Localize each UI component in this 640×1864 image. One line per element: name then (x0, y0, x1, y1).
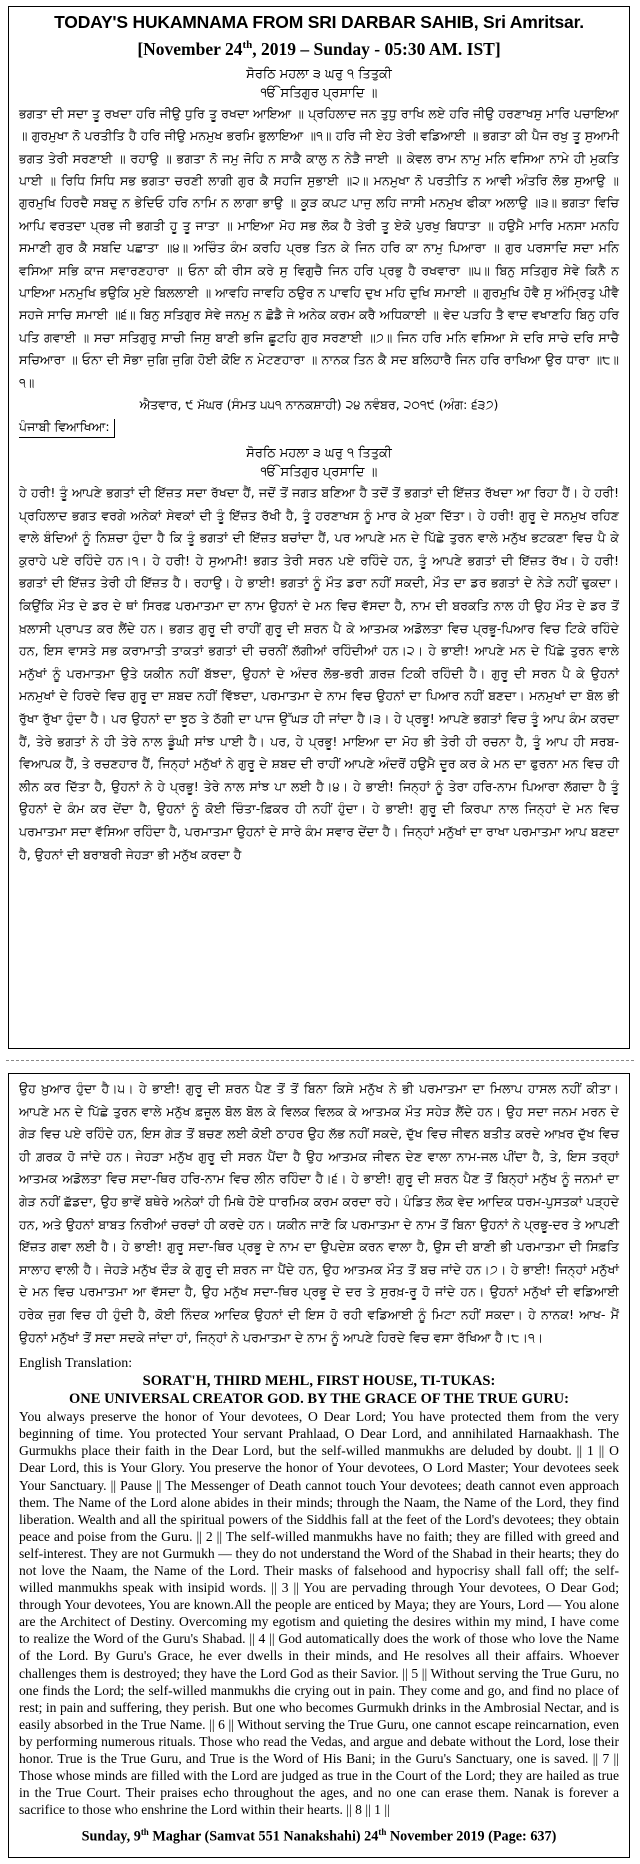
page-date: [November 24th, 2019 – Sunday - 05:30 AM. IST] (137, 38, 501, 59)
english-translation: You always preserve the honor of Your devotees, O Dear Lord; You have protected them from the very beginning of time. You protected Your servant Prahlaad, O Dear Lord, and annihilated Harnaakhash. The Gurmukhs place their faith in the Dear Lord, but the self-willed manmukhs are deluded by doubt. || 1 || O Dear Lord, this is Your Glory. You preserve the honor of Your devotees, O Lord Master; Your devotees seek Your Sanctuary. || Pause || The Messenger of Death cannot touch Your devotees; death cannot even approach them. The Name of the Lord alone abides in their minds; through the Naam, the Name of the Lord, they find liberation. Wealth and all the spiritual powers of the Siddhis fall at the feet of the Lord's devotees; they obtain peace and poise from the Guru. || 2 || The self-willed manmukhs have no faith; they are filled with greed and self-interest. They are not Gurmukh — they do not understand the Word of the Shabad in their hearts; they do not love the Naam, the Name of the Lord. Their masks of falsehood and hypocrisy shall fall off; the self-willed manmukhs speak with insipid words. || 3 || You are pervading through Your devotees, O Dear God; through Your devotees, You are known.All the people are enticed by Maya; they are Yours, Lord — You alone are the Architect of Destiny. Overcoming my egotism and quieting the desires within my mind, I have come to realize the Word of the Guru's Shabad. || 4 || God automatically does the work of those who love the Name of the Lord. By Guru's Grace, he ever dwells in their minds, and He resolves all their affairs. Whoever challenges them is destroyed; they have the Lord God as their Savior. || 5 || Without serving the True Guru, no one finds the Lord; the self-willed manmukhs die crying out in pain. They come and go, and find no place of rest; in pain and suffering, they perish. But one who becomes Gurmukh drinks in the Ambrosial Nectar, and is easily absorbed in the True Name. || 6 || Without serving the True Guru, one cannot escape reincarnation, even by performing numerous rituals. Those who read the Vedas, and argue and debate without the Lord, lose their honor. True is the True Guru, and True is the Word of His Bani; in the Guru's Sanctuary, one is saved. || 7 || Those whose minds are filled with the Lord are judged as true in the Court of the Lord; they are hailed as true in the True Court. Their praises echo throughout the ages, and no one can erase them. Nanak is forever a sacrifice to those who enshrine the Lord within their hearts. || 8 || 1 || (19, 1409, 619, 1818)
vyakhia-raag-line: ਸੋਰਠਿ ਮਹਲਾ ੩ ਘਰੁ ੧ ਤਿਤੁਕੀ (246, 446, 392, 462)
punjabi-dateline: ਐਤਵਾਰ, ੯ ਮੱਘਰ (ਸੰਮਤ ੫੫੧ ਨਾਨਕਸ਼ਾਹੀ) ੨੪ ਨਵੰਬਰ, ੨੦੧੯ (ਅੰਗ: ੬੩੭) (139, 397, 499, 413)
raag-line: ਸੋਰਠਿ ਮਹਲਾ ੩ ਘਰੁ ੧ ਤਿਤੁਕੀ (246, 66, 392, 82)
punjabi-vyakhia-label: ਪੰਜਾਬੀ ਵਿਆਖਿਆ: (19, 419, 115, 438)
dashed-divider (6, 1060, 634, 1061)
mool-mantar: ੴ ਸਤਿਗੁਰ ਪ੍ਰਸਾਦਿ ॥ (260, 85, 378, 101)
english-footer-date: Sunday, 9th Maghar (Samvat 551 Nanakshahi) 24th November 2019 (Page: 637) (81, 1827, 557, 1846)
english-heading-mool: ONE UNIVERSAL CREATOR GOD. BY THE GRACE OF THE TRUE GURU: (69, 1391, 569, 1408)
gurbani-text: ਭਗਤਾ ਦੀ ਸਦਾ ਤੂ ਰਖਦਾ ਹਰਿ ਜੀਉ ਧੁਰਿ ਤੂ ਰਖਦਾ ਆਇਆ ॥ ਪ੍ਰਹਿਲਾਦ ਜਨ ਤੁਧੁ ਰਾਖਿ ਲਏ ਹਰਿ ਜੀਉ ਹਰਣਾਖਸੁ ਮਾਰਿ ਪਚਾਇਆ ॥ ਗੁਰਮੁਖਾ ਨੋ ਪਰਤੀਤਿ ਹੈ ਹਰਿ ਜੀਉ ਮਨਮੁਖ ਭਰਮਿ ਭੁਲਾਇਆ ॥੧॥ ਹਰਿ ਜੀ ਏਹ ਤੇਰੀ ਵਡਿਆਈ ॥ ਭਗਤਾ ਕੀ ਪੈਜ ਰਖੁ ਤੂ ਸੁਆਮੀ ਭਗਤ ਤੇਰੀ ਸਰਣਾਈ ॥ ਰਹਾਉ ॥ ਭਗਤਾ ਨੋ ਜਮੁ ਜੋਹਿ ਨ ਸਾਕੈ ਕਾਲੁ ਨ ਨੇੜੈ ਜਾਈ ॥ ਕੇਵਲ ਰਾਮ ਨਾਮੁ ਮਨਿ ਵਸਿਆ ਨਾਮੇ ਹੀ ਮੁਕਤਿ ਪਾਈ ॥ ਰਿਧਿ ਸਿਧਿ ਸਭ ਭਗਤਾ ਚਰਣੀ ਲਾਗੀ ਗੁਰ ਕੈ ਸਹਜਿ ਸੁਭਾਈ ॥੨॥ ਮਨਮੁਖਾ ਨੋ ਪਰਤੀਤਿ ਨ ਆਵੀ ਅੰਤਰਿ ਲੋਭ ਸੁਆਉ ॥ ਗੁਰਮੁਖਿ ਹਿਰਦੈ ਸਬਦੁ ਨ ਭੇਦਿਓ ਹਰਿ ਨਾਮਿ ਨ ਲਾਗਾ ਭਾਉ ॥ ਕੂੜ ਕਪਟ ਪਾਜੁ ਲਹਿ ਜਾਸੀ ਮਨਮੁਖ ਫੀਕਾ ਅਲਾਉ ॥੩॥ ਭਗਤਾ ਵਿਚਿ ਆਪਿ ਵਰਤਦਾ ਪ੍ਰਭ ਜੀ ਭਗਤੀ ਹੂ ਤੂ ਜਾਤਾ ॥ ਮਾਇਆ ਮੋਹ ਸਭ ਲੋਕ ਹੈ ਤੇਰੀ ਤੂ ਏਕੋ ਪੁਰਖੁ ਬਿਧਾਤਾ ॥ ਹਉਮੈ ਮਾਰਿ ਮਨਸਾ ਮਨਹਿ ਸਮਾਣੀ ਗੁਰ ਕੈ ਸਬਦਿ ਪਛਾਤਾ ॥੪॥ ਅਚਿੰਤ ਕੰਮ ਕਰਹਿ ਪ੍ਰਭ ਤਿਨ ਕੇ ਜਿਨ ਹਰਿ ਕਾ ਨਾਮੁ ਪਿਆਰਾ ॥ ਗੁਰ ਪਰਸਾਦਿ ਸਦਾ ਮਨਿ ਵਸਿਆ ਸਭਿ ਕਾਜ ਸਵਾਰਣਹਾਰਾ ॥ ਓਨਾ ਕੀ ਰੀਸ ਕਰੇ ਸੁ ਵਿਗੁਚੈ ਜਿਨ ਹਰਿ ਪ੍ਰਭੁ ਹੈ ਰਖਵਾਰਾ ॥੫॥ ਬਿਨੁ ਸਤਿਗੁਰ ਸੇਵੇ ਕਿਨੈ ਨ ਪਾਇਆ ਮਨਮੁਖਿ ਭਉਕਿ ਮੁਏ ਬਿਲਲਾਈ ॥ ਆਵਹਿ ਜਾਵਹਿ ਠਉਰ ਨ ਪਾਵਹਿ ਦੁਖ ਮਹਿ ਦੁਖਿ ਸਮਾਈ ॥ ਗੁਰਮੁਖਿ ਹੋਵੈ ਸੁ ਅੰਮ੍ਰਿਤੁ ਪੀਵੈ ਸਹਜੇ ਸਾਚਿ ਸਮਾਈ ॥੬॥ ਬਿਨੁ ਸਤਿਗੁਰ ਸੇਵੇ ਜਨਮੁ ਨ ਛੋਡੈ ਜੇ ਅਨੇਕ ਕਰਮ ਕਰੈ ਅਧਿਕਾਈ ॥ ਵੇਦ ਪੜਹਿ ਤੈ ਵਾਦ ਵਖਾਣਹਿ ਬਿਨੁ ਹਰਿ ਪਤਿ ਗਵਾਈ ॥ ਸਚਾ ਸਤਿਗੁਰੁ ਸਾਚੀ ਜਿਸੁ ਬਾਣੀ ਭਜਿ ਛੂਟਹਿ ਗੁਰ ਸਰਣਾਈ ॥੭॥ ਜਿਨ ਹਰਿ ਮਨਿ ਵਸਿਆ ਸੇ ਦਰਿ ਸਾਚੇ ਦਰਿ ਸਾਚੈ ਸਚਿਆਰਾ ॥ ਓਨਾ ਦੀ ਸੋਭਾ ਜੁਗਿ ਜੁਗਿ ਹੋਈ ਕੋਇ ਨ ਮੇਟਣਹਾਰਾ ॥ ਨਾਨਕ ਤਿਨ ਕੈ ਸਦ ਬਲਿਹਾਰੈ ਜਿਨ ਹਰਿ ਰਾਖਿਆ ਉਰ ਧਾਰਾ ॥੮॥੧॥ (19, 105, 620, 390)
hukamnama-bottom-panel (8, 1073, 630, 1858)
page-title: TODAY'S HUKAMNAMA FROM SRI DARBAR SAHIB, Sri Amritsar. (54, 12, 584, 32)
hukamnama-top-panel (8, 6, 630, 1049)
vyakhia-mool-mantar: ੴ ਸਤਿਗੁਰ ਪ੍ਰਸਾਦਿ ॥ (260, 465, 378, 481)
english-label: English Translation: (19, 1356, 133, 1372)
english-heading-raag: SORAT'H, THIRD MEHL, FIRST HOUSE, TI-TUKAS: (142, 1373, 496, 1390)
vyakhia-text-part2: ਉਹ ਖ਼ੁਆਰ ਹੁੰਦਾ ਹੈ।੫। ਹੇ ਭਾਈ! ਗੁਰੂ ਦੀ ਸ਼ਰਨ ਪੈਣ ਤੋਂ ਤੋਂ ਬਿਨਾ ਕਿਸੇ ਮਨੁੱਖ ਨੇ ਭੀ ਪਰਮਾਤਮਾ ਦਾ ਮਿਲਾਪ ਹਾਸਲ ਨਹੀਂ ਕੀਤਾ। ਆਪਣੇ ਮਨ ਦੇ ਪਿੱਛੇ ਤੁਰਨ ਵਾਲੇ ਮਨੁੱਖ ਫ਼ਜ਼ੂਲ ਬੋਲ ਬੋਲ ਕੇ ਵਿਲਕ ਵਿਲਕ ਕੇ ਆਤਮਕ ਮੌਤ ਸਹੇੜ ਲੈਂਦੇ ਹਨ। ਉਹ ਸਦਾ ਜਨਮ ਮਰਨ ਦੇ ਗੇੜ ਵਿਚ ਪਏ ਰਹਿੰਦੇ ਹਨ, ਇਸ ਗੇੜ ਤੋਂ ਬਚਣ ਲਈ ਕੋਈ ਠਾਹਰ ਉਹ ਲੱਭ ਨਹੀਂ ਸਕਦੇ, ਦੁੱਖ ਵਿਚ ਜੀਵਨ ਬਤੀਤ ਕਰਦੇ ਆਖ਼ਰ ਦੁੱਖ ਵਿਚ ਹੀ ਗ਼ਰਕ ਹੋ ਜਾਂਦੇ ਹਨ। ਜੇਹੜਾ ਮਨੁੱਖ ਗੁਰੂ ਦੀ ਸਰਨ ਪੈਂਦਾ ਹੈ ਉਹ ਆਤਮਕ ਜੀਵਨ ਦੇਣ ਵਾਲਾ ਨਾਮ-ਜਲ ਪੀਂਦਾ ਹੈ, ਤੇ, ਇਸ ਤਰ੍ਹਾਂ ਆਤਮਕ ਅਡੋਲਤਾ ਵਿਚ ਸਦਾ-ਥਿਰ ਹਰਿ-ਨਾਮ ਵਿਚ ਲੀਨ ਰਹਿੰਦਾ ਹੈ।੬। ਹੇ ਭਾਈ! ਗੁਰੂ ਦੀ ਸ਼ਰਨ ਪੈਣ ਤੋਂ ਬਿਨ੍ਹਾਂ ਮਨੁੱਖ ਨੂੰ ਜਨਮਾਂ ਦਾ ਗੇੜ ਨਹੀਂ ਛੱਡਦਾ, ਉਹ ਭਾਵੇਂ ਬਥੇਰੇ ਅਨੇਕਾਂ ਹੀ ਮਿਥੇ ਹੋਏ ਧਾਰਮਿਕ ਕਰਮ ਕਰਦਾ ਰਹੇ। ਪੰਡਿਤ ਲੋਕ ਵੇਦ ਆਦਿਕ ਧਰਮ-ਪੁਸਤਕਾਂ ਪੜ੍ਹਦੇ ਹਨ, ਅਤੇ ਉਹਨਾਂ ਬਾਬਤ ਨਿਰੀਆਂ ਚਰਚਾਂ ਹੀ ਕਰਦੇ ਹਨ। ਯਕੀਨ ਜਾਣੋ ਕਿ ਪਰਮਾਤਮਾ ਦੇ ਨਾਮ ਤੋਂ ਬਿਨਾ ਉਹਨਾਂ ਨੇ ਪ੍ਰਭੂ-ਦਰ ਤੇ ਆਪਣੀ ਇੱਜ਼ਤ ਗਵਾ ਲਈ ਹੈ। ਹੇ ਭਾਈ! ਗੁਰੂ ਸਦਾ-ਥਿਰ ਪ੍ਰਭੂ ਦੇ ਨਾਮ ਦਾ ਉਪਦੇਸ਼ ਕਰਨ ਵਾਲਾ ਹੈ, ਉਸ ਦੀ ਬਾਣੀ ਭੀ ਪਰਮਾਤਮਾ ਦੀ ਸਿਫ਼ਤਿ ਸਾਲਾਹ ਵਾਲੀ ਹੈ। ਜੇਹੜੇ ਮਨੁੱਖ ਦੌੜ ਕੇ ਗੁਰੂ ਦੀ ਸ਼ਰਨ ਜਾ ਪੈਂਦੇ ਹਨ, ਉਹ ਆਤਮਕ ਮੌਤ ਤੋਂ ਬਚ ਜਾਂਦੇ ਹਨ।੭। ਹੇ ਭਾਈ! ਜਿਨ੍ਹਾਂ ਮਨੁੱਖਾਂ ਦੇ ਮਨ ਵਿਚ ਪਰਮਾਤਮਾ ਆ ਵੱਸਦਾ ਹੈ, ਉਹ ਮਨੁੱਖ ਸਦਾ-ਥਿਰ ਪ੍ਰਭੂ ਦੇ ਦਰ ਤੇ ਸੁਰਖ਼-ਰੂ ਹੋ ਜਾਂਦੇ ਹਨ। ਉਹਨਾਂ ਮਨੁੱਖਾਂ ਦੀ ਵਡਿਆਈ ਹਰੇਕ ਜੁਗ ਵਿਚ ਹੀ ਹੁੰਦੀ ਹੈ, ਕੋਈ ਨਿੰਦਕ ਆਦਿਕ ਉਹਨਾਂ ਦੀ ਇਸ ਹੋ ਰਹੀ ਵਡਿਆਈ ਨੂੰ ਮਿਟਾ ਨਹੀਂ ਸਕਦਾ। ਹੇ ਨਾਨਕ! ਆਖ- ਮੈਂ ਉਹਨਾਂ ਮਨੁੱਖਾਂ ਤੋਂ ਸਦਾ ਸਦਕੇ ਜਾਂਦਾ ਹਾਂ, ਜਿਨ੍ਹਾਂ ਨੇ ਪਰਮਾਤਮਾ ਦੇ ਨਾਮ ਨੂੰ ਆਪਣੇ ਹਿਰਦੇ ਵਿਚ ਵਸਾ ਰੱਖਿਆ ਹੈ।੮।੧। (19, 1081, 619, 1345)
vyakhia-text-part1: ਹੇ ਹਰੀ! ਤੂੰ ਆਪਣੇ ਭਗਤਾਂ ਦੀ ਇੱਜ਼ਤ ਸਦਾ ਰੱਖਦਾ ਹੈਂ, ਜਦੋਂ ਤੋਂ ਜਗਤ ਬਣਿਆ ਹੈ ਤਦੋਂ ਤੋਂ ਭਗਤਾਂ ਦੀ ਇੱਜ਼ਤ ਰੱਖਦਾ ਆ ਰਿਹਾ ਹੈਂ। ਹੇ ਹਰੀ! ਪ੍ਰਹਿਲਾਦ ਭਗਤ ਵਰਗੇ ਅਨੇਕਾਂ ਸੇਵਕਾਂ ਦੀ ਤੂੰ ਇੱਜ਼ਤ ਰੱਖੀ ਹੈ, ਤੂੰ ਹਰਣਾਖਸ ਨੂੰ ਮਾਰ ਕੇ ਮੁਕਾ ਦਿੱਤਾ। ਹੇ ਹਰੀ! ਗੁਰੂ ਦੇ ਸਨਮੁਖ ਰਹਿਣ ਵਾਲੇ ਬੰਦਿਆਂ ਨੂੰ ਨਿਸ਼ਚਾ ਹੁੰਦਾ ਹੈ ਕਿ ਤੂੰ ਭਗਤਾਂ ਦੀ ਇੱਜ਼ਤ ਬਚਾਂਦਾ ਹੈਂ, ਪਰ ਆਪਣੇ ਮਨ ਦੇ ਪਿੱਛੇ ਤੁਰਨ ਵਾਲੇ ਮਨੁੱਖ ਭਟਕਣਾ ਵਿਚ ਪੈ ਕੇ ਕੁਰਾਹੇ ਪਏ ਰਹਿੰਦੇ ਹਨ।੧। ਹੇ ਹਰੀ! ਹੇ ਸੁਆਮੀ! ਭਗਤ ਤੇਰੀ ਸਰਨ ਪਏ ਰਹਿੰਦੇ ਹਨ, ਤੂੰ ਆਪਣੇ ਭਗਤਾਂ ਦੀ ਇੱਜ਼ਤ ਰੱਖ। ਹੇ ਹਰੀ! ਭਗਤਾਂ ਦੀ ਇੱਜ਼ਤ ਤੇਰੀ ਹੀ ਇੱਜ਼ਤ ਹੈ। ਰਹਾਉ। ਹੇ ਭਾਈ! ਭਗਤਾਂ ਨੂੰ ਮੌਤ ਡਰਾ ਨਹੀਂ ਸਕਦੀ, ਮੌਤ ਦਾ ਡਰ ਭਗਤਾਂ ਦੇ ਨੇੜੇ ਨਹੀਂ ਢੁਕਦਾ। ਕਿਉਂਕਿ ਮੌਤ ਦੇ ਡਰ ਦੇ ਥਾਂ ਸਿਰਫ਼ ਪਰਮਾਤਮਾ ਦਾ ਨਾਮ ਉਹਨਾਂ ਦੇ ਮਨ ਵਿਚ ਵੱਸਦਾ ਹੈ, ਨਾਮ ਦੀ ਬਰਕਤਿ ਨਾਲ ਹੀ ਉਹ ਮੌਤ ਦੇ ਡਰ ਤੋਂ ਖ਼ਲਾਸੀ ਪ੍ਰਾਪਤ ਕਰ ਲੈਂਦੇ ਹਨ। ਭਗਤ ਗੁਰੂ ਦੀ ਰਾਹੀਂ ਗੁਰੂ ਦੀ ਸ਼ਰਨ ਪੈ ਕੇ ਆਤਮਕ ਅਡੋਲਤਾ ਵਿਚ ਪ੍ਰਭੂ-ਪਿਆਰ ਵਿਚ ਟਿਕੇ ਰਹਿੰਦੇ ਹਨ, ਇਸ ਵਾਸਤੇ ਸਭ ਕਰਾਮਾਤੀ ਤਾਕਤਾਂ ਭਗਤਾਂ ਦੀ ਚਰਨੀਂ ਲੱਗੀਆਂ ਰਹਿੰਦੀਆਂ ਹਨ।੨। ਹੇ ਭਾਈ! ਆਪਣੇ ਮਨ ਦੇ ਪਿੱਛੇ ਤੁਰਨ ਵਾਲੇ ਮਨੁੱਖਾਂ ਨੂੰ ਪਰਮਾਤਮਾ ਉਤੇ ਯਕੀਨ ਨਹੀਂ ਬੱਝਦਾ, ਉਹਨਾਂ ਦੇ ਅੰਦਰ ਲੋਭ-ਭਰੀ ਗ਼ਰਜ਼ ਟਿਕੀ ਰਹਿੰਦੀ ਹੈ। ਗੁਰੂ ਦੀ ਸਰਨ ਪੈ ਕੇ ਉਹਨਾਂ ਮਨਮੁਖਾਂ ਦੇ ਹਿਰਦੇ ਵਿਚ ਗੁਰੂ ਦਾ ਸ਼ਬਦ ਨਹੀਂ ਵਿੱਝਦਾ, ਪਰਮਾਤਮਾ ਦੇ ਨਾਮ ਵਿਚ ਉਹਨਾਂ ਦਾ ਪਿਆਰ ਨਹੀਂ ਬਣਦਾ। ਮਨਮੁਖਾਂ ਦਾ ਬੋਲ ਭੀ ਰੁੱਖਾ ਰੁੱਖਾ ਹੁੰਦਾ ਹੈ। ਪਰ ਉਹਨਾਂ ਦਾ ਝੂਠ ਤੇ ਠੱਗੀ ਦਾ ਪਾਜ ਉੱਘੜ ਹੀ ਜਾਂਦਾ ਹੈ।੩। ਹੇ ਪ੍ਰਭੂ! ਆਪਣੇ ਭਗਤਾਂ ਵਿਚ ਤੂੰ ਆਪ ਕੰਮ ਕਰਦਾ ਹੈਂ, ਤੇਰੇ ਭਗਤਾਂ ਨੇ ਹੀ ਤੇਰੇ ਨਾਲ ਡੂੰਘੀ ਸਾਂਝ ਪਾਈ ਹੈ। ਪਰ, ਹੇ ਪ੍ਰਭੂ! ਮਾਇਆ ਦਾ ਮੋਹ ਭੀ ਤੇਰੀ ਹੀ ਰਚਨਾ ਹੈ, ਤੂੰ ਆਪ ਹੀ ਸਰਬ-ਵਿਆਪਕ ਹੈਂ, ਤੇ ਰਚਣਹਾਰ ਹੈਂ, ਜਿਨ੍ਹਾਂ ਮਨੁੱਖਾਂ ਨੇ ਗੁਰੂ ਦੇ ਸ਼ਬਦ ਦੀ ਰਾਹੀਂ ਆਪਣੇ ਅੰਦਰੋਂ ਹਉਮੈ ਦੂਰ ਕਰ ਕੇ ਮਨ ਦਾ ਫੁਰਨਾ ਮਨ ਵਿਚ ਹੀ ਲੀਨ ਕਰ ਦਿੱਤਾ ਹੈ, ਉਹਨਾਂ ਨੇ ਹੇ ਪ੍ਰਭੂ! ਤੇਰੇ ਨਾਲ ਸਾਂਝ ਪਾ ਲਈ ਹੈ।੪। ਹੇ ਭਾਈ! ਜਿਨ੍ਹਾਂ ਨੂੰ ਤੇਰਾ ਹਰਿ-ਨਾਮ ਪਿਆਰਾ ਲੱਗਦਾ ਹੈ ਤੂੰ ਉਹਨਾਂ ਦੇ ਕੰਮ ਕਰ ਦੇਂਦਾ ਹੈ, ਉਹਨਾਂ ਨੂੰ ਕੋਈ ਚਿੰਤਾ-ਫ਼ਿਕਰ ਹੀ ਨਹੀਂ ਹੁੰਦਾ। ਹੇ ਭਾਈ! ਗੁਰੂ ਦੀ ਕਿਰਪਾ ਨਾਲ ਜਿਨ੍ਹਾਂ ਦੇ ਮਨ ਵਿਚ ਪਰਮਾਤਮਾ ਸਦਾ ਵੱਸਿਆ ਰਹਿੰਦਾ ਹੈ, ਪਰਮਾਤਮਾ ਉਹਨਾਂ ਦੇ ਸਾਰੇ ਕੰਮ ਸਵਾਰ ਦੇਂਦਾ ਹੈ। ਜਿਨ੍ਹਾਂ ਮਨੁੱਖਾਂ ਦਾ ਰਾਖਾ ਪਰਮਾਤਮਾ ਆਪ ਬਣਦਾ ਹੈ, ਉਹਨਾਂ ਦੀ ਬਰਾਬਰੀ ਜੇਹੜਾ ਭੀ ਮਨੁੱਖ ਕਰਦਾ ਹੈ (19, 485, 620, 862)
